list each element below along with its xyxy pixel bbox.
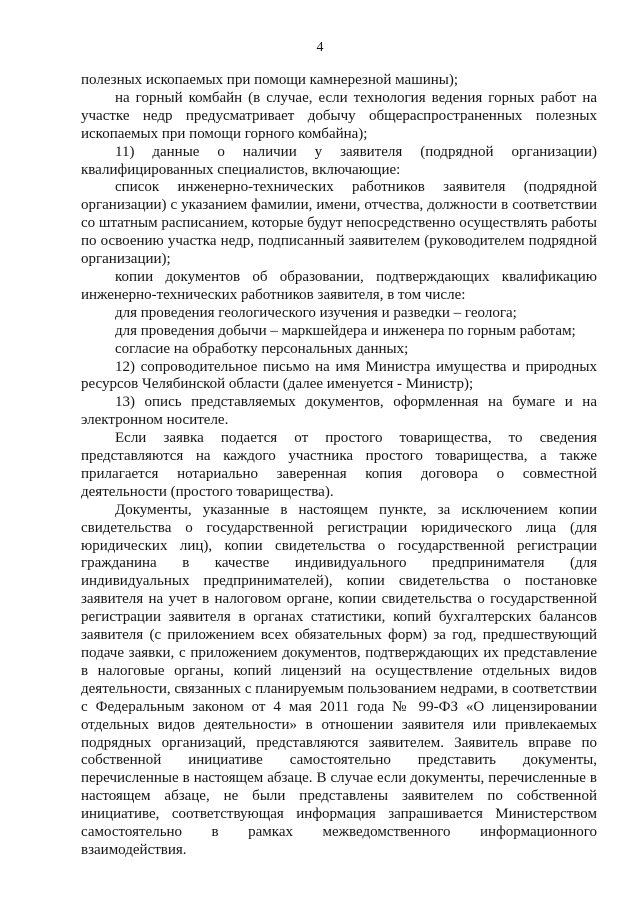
paragraph-education-copies: копии документов об образовании, подтверждающих квалификацию инженерно-технических работников заявителя, в том числе:: [81, 268, 597, 303]
page-number: 4: [316, 40, 324, 55]
paragraph-partnership: Если заявка подается от простого товарищества, то сведения представляются на каждого участника простого товарищества, а также прилагается нотариально заверенная копия договора о совместной деятельности (простого товарищества).: [81, 430, 597, 500]
paragraph-continuation: полезных ископаемых при помощи камнерезной машины);: [81, 72, 459, 88]
paragraph-geologist: для проведения геологического изучения и разведки – геолога;: [115, 304, 517, 321]
document-body: [81, 72, 597, 860]
paragraph-engineers-list: список инженерно-технических работников заявителя (подрядной организации) с указанием фамилии, имени, отчества, должности в соответствии со штатным расписанием, которые будут непосредственно осуществлять работы по освоению участка недр, подписанный заявителем (руководителем подрядной организации);: [81, 179, 597, 268]
paragraph-item-13: 13) опись представляемых документов, оформленная на бумаге и на электронном носителе.: [81, 394, 597, 429]
paragraph-mining-combine: на горный комбайн (в случае, если технология ведения горных работ на участке недр предусматривает добычу общераспространенных полезных ископаемых при помощи горного комбайна);: [81, 89, 597, 142]
paragraph-surveyor: для проведения добычи – маркшейдера и инженера по горным работам;: [115, 322, 576, 339]
paragraph-personal-data-consent: согласие на обработку персональных данных;: [115, 340, 409, 357]
paragraph-item-11: 11) данные о наличии у заявителя (подрядной организации) квалифицированных специалистов, включающие:: [81, 143, 597, 178]
paragraph-documents: Документы, указанные в настоящем пункте, за исключением копии свидетельства о государственной регистрации юридического лица (для юридических лиц), копии свидетельства о государственной регистрации гражданина в качестве индивидуального предпринимателя (для индивидуальных предпринимателей), копии свидетельства о постановке заявителя на учет в налоговом органе, копии свидетельства о государственной регистрации заявителя в органах статистики, копий бухгалтерских балансов заявителя (с приложением всех обязательных форм) за год, предшествующий подаче заявки, с приложением документов, подтверждающих их представление в налоговые органы, копий лицензий на осуществление отдельных видов деятельности, связанных с планируемым пользованием недрами, в соответствии с Федеральным законом от 4 мая 2011 года № 99-ФЗ «О лицензировании отдельных видов деятельности» в отношении заявителя или привлекаемых подрядных организаций, представляются заявителем. Заявитель вправе по собственной инициативе самостоятельно представить документы, перечисленные в настоящем абзаце. В случае если документы, перечисленные в настоящем абзаце, не были представлены заявителем по собственной инициативе, соответствующая информация запрашивается Министерством самостоятельно в рамках межведомственного информационного взаимодействия.: [81, 501, 597, 858]
paragraph-item-12: 12) сопроводительное письмо на имя Министра имущества и природных ресурсов Челябинской области (далее именуется - Министр);: [81, 358, 597, 393]
